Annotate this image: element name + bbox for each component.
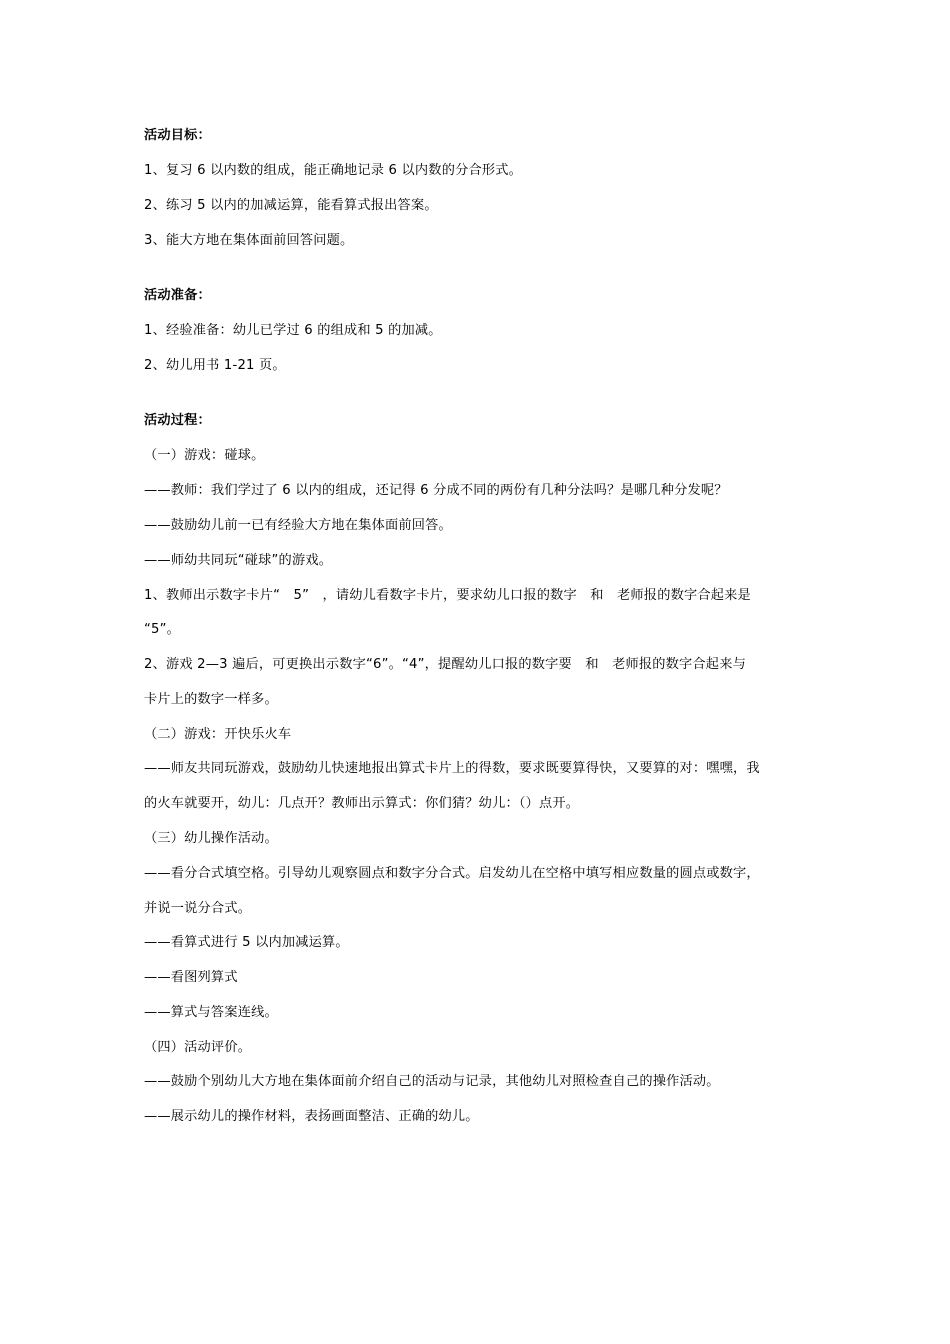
prep-heading: 活动准备： <box>144 288 211 303</box>
prep-item: 1、经验准备：幼儿已学过 6 的组成和 5 的加减。 <box>144 323 442 338</box>
goal-item: 3、能大方地在集体面前回答问题。 <box>144 233 354 248</box>
process-line: 的火车就要开，幼儿：几点开？教师出示算式：你们猜？幼儿：（）点开。 <box>144 796 580 811</box>
process-line: （四）活动评价。 <box>144 1040 252 1055</box>
process-line: ——看图列算式 <box>144 970 238 985</box>
process-line: 卡片上的数字一样多。 <box>144 692 278 707</box>
process-line: ——师友共同玩游戏，鼓励幼儿快速地报出算式卡片上的得数，要求既要算得快，又要算的对：嘿嘿，我 <box>144 761 760 776</box>
process-line: ——看算式进行 5 以内加减运算。 <box>144 935 349 950</box>
process-line: ——鼓励幼儿前一已有经验大方地在集体面前回答。 <box>144 518 452 533</box>
goal-item: 1、复习 6 以内数的组成，能正确地记录 6 以内数的分合形式。 <box>144 163 523 178</box>
process-line: ——看分合式填空格。引导幼儿观察圆点和数字分合式。启发幼儿在空格中填写相应数量的圆点或数字， <box>144 866 760 881</box>
process-line: “5”。 <box>144 622 181 637</box>
process-line: ——算式与答案连线。 <box>144 1005 278 1020</box>
process-line: ——师幼共同玩“碰球”的游戏。 <box>144 553 333 568</box>
process-line: ——鼓励个别幼儿大方地在集体面前介绍自己的活动与记录，其他幼儿对照检查自己的操作活动。 <box>144 1074 720 1089</box>
process-line: 并说一说分合式。 <box>144 901 252 916</box>
process-line: ——教师：我们学过了 6 以内的组成，还记得 6 分成不同的两份有几种分法吗？是哪几种分发呢？ <box>144 483 728 498</box>
process-line: （三）幼儿操作活动。 <box>144 831 278 846</box>
goal-item: 2、练习 5 以内的加减运算，能看算式报出答案。 <box>144 198 438 213</box>
process-heading: 活动过程： <box>144 413 211 428</box>
process-line: 1、教师出示数字卡片“ 5” ，请幼儿看数字卡片，要求幼儿口报的数字 和 老师报的数字合起来是 <box>144 588 751 603</box>
prep-item: 2、幼儿用书 1-21 页。 <box>144 358 286 373</box>
process-line: （一）游戏：碰球。 <box>144 448 265 463</box>
goals-heading: 活动目标： <box>144 128 211 143</box>
process-line: 2、游戏 2—3 遍后，可更换出示数字“6”。“4”，提醒幼儿口报的数字要 和 老师报的数字合起来与 <box>144 657 746 672</box>
process-line: （二）游戏：开快乐火车 <box>144 727 292 742</box>
process-line: ——展示幼儿的操作材料，表扬画面整洁、正确的幼儿。 <box>144 1109 479 1124</box>
